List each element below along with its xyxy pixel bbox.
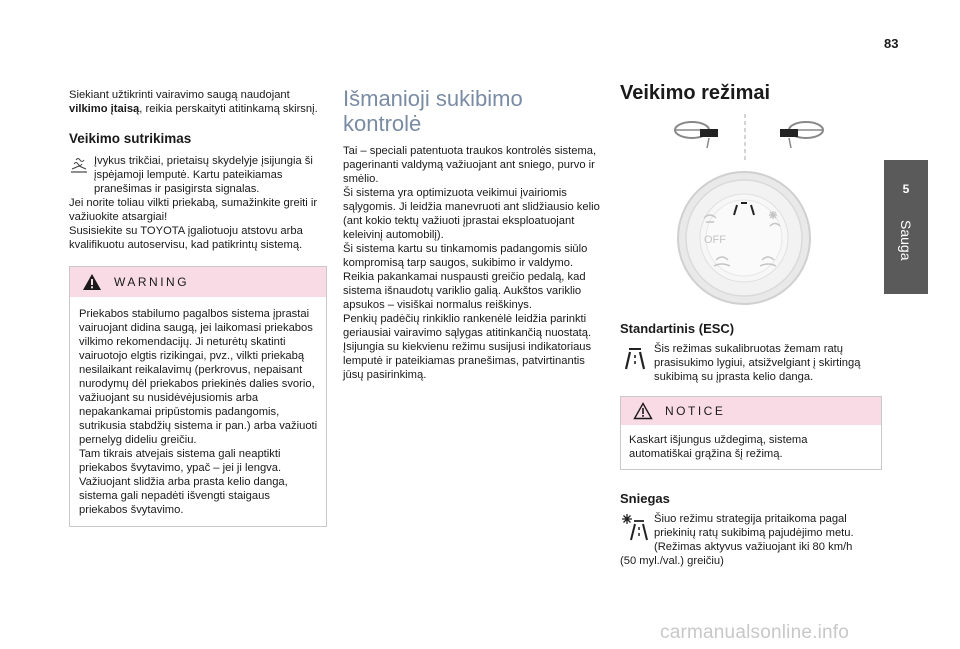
steering-wheel-icon [620,114,882,162]
esc-mode-icon [620,343,650,373]
column-left [69,88,327,527]
mode-selector-figure [620,168,882,308]
warning-paragraph-3: Važiuojant slidžia arba prasta kelio danga, sistema gali nepadėti išvengti staigaus priekabos švytavimo. [79,476,288,516]
standard-mode-paragraph [620,342,882,384]
warning-paragraph-2: Tam tikrais atvejais sistema gali neaptikti priekabos švytavimo, ypač – jei ji lengva. [79,448,282,474]
malfunction-line-1: Jei norite toliau vilkti priekabą, sumažinkite greiti ir važiuokite atsargiai! [69,197,318,223]
intro-text-1: Siekiant užtikrinti vairavimo saugą naudojant [69,89,290,101]
mode-selector-dial-icon[interactable] [620,168,882,308]
snow-mode-heading: Sniegas [620,491,670,506]
warning-box [69,266,327,527]
trailer-warning-icon [69,155,89,175]
notice-box [620,396,882,470]
traction-line-4: Reikia pakankamai nuspausti greičio pedalą, kad sistema išnaudotų variklio galią. Aukštos variklio apsukos – visiškai normalus reiškinys. [343,271,586,311]
notice-header [621,397,881,425]
standard-mode-heading: Standartinis (ESC) [620,321,735,336]
snow-mode-paragraph [620,512,882,540]
warning-title: WARNING [114,275,190,289]
warning-triangle-icon [82,273,102,291]
malfunction-heading: Veikimo sutrikimas [69,131,192,146]
notice-body [621,425,881,469]
chapter-number: 5 [902,182,910,196]
notice-title: NOTICE [665,404,726,418]
chapter-tab[interactable] [884,160,928,294]
chapter-label: Sauga [898,220,914,261]
intro-bold-term: vilkimo įtaisą [69,103,140,115]
warning-body [70,297,326,526]
traction-title: Išmanioji sukibimo kontrolė [343,86,523,136]
column-right [620,82,882,568]
traction-line-5: Penkių padėčių rinkiklio rankenėlė leidžia parinkti geriausiai vairavimo sąlygas atitinkančią nuostatą. [343,313,592,339]
steering-position-figure [620,114,882,162]
traction-line-2: Ši sistema yra optimizuota veikimui įvairiomis sąlygomis. Ji leidžia manevruoti ant slidžiausio kelio (ant kokio tektų važiuoti įprastai eksploatuojant keleivinį automobilį). [343,187,600,241]
standard-mode-text: Šis režimas sukalibruotas žemam ratų prasisukimo lygiui, atsižvelgiant į skirtingą sukibimą su įprasta kelio danga. [654,343,861,383]
column-middle [343,86,605,382]
watermark: carmanualsonline.info [660,622,850,643]
intro-paragraph [69,88,327,116]
modes-title: Veikimo režimai [620,82,771,104]
warning-header [70,267,326,297]
dial-off-label: OFF [704,234,726,246]
intro-text-2: , reikia perskaityti atitinkamą skirsnį. [139,103,318,115]
page-number: 83 [884,36,899,51]
snow-mode-icon [620,513,650,543]
malfunction-paragraph [69,154,327,196]
traction-line-3: Ši sistema kartu su tinkamomis padangomis siūlo kompromisą tarp saugos, sukibimo ir valdymo. [343,243,588,269]
traction-line-6: Įsijungia su kiekvienu režimu susijusi indikatoriaus lemputė ir pateikiamas pranešimas, patvirtinantis jūsų pasirinkimą. [343,341,592,381]
malfunction-line-2: Susisiekite su TOYOTA įgaliotuoju atstovu arba kvalifikuotu autoservisu, kad patikrintų sistemą. [69,225,303,251]
chapter-label-wrap [898,220,918,290]
notice-text: Kaskart išjungus uždegimą, sistema automatiškai grąžina šį režimą. [629,434,808,460]
snow-mode-line-1: Šiuo režimu strategija pritaikoma pagal priekinių ratų sukibimą pajudėjimo metu. [654,513,854,539]
snow-mode-line-2: (Režimas aktyvus važiuojant iki 80 km/h [654,541,853,553]
snow-mode-line-3: (50 myl./val.) greičiu) [620,555,724,567]
warning-paragraph-1: Priekabos stabilumo pagalbos sistema įprastai vairuojant didina saugą, jei laikomasi priekabos vilkimo rekomendacijų. Ji neturėtų skatinti vairuotojo elgtis rizikingai, pvz., vilkti priekabą nesilaikant reikalavimų (perkrovus, nepaisant nurodymų dėl priekabos priekinės dalies svorio, važiuojant su nusidėvėjusiomis arba nepakankamai pripūstomis padangomis, sutrikusia stabdžių sistema ir pan.) arba važiuoti pernelyg dideliu greičiu. [79,308,318,446]
traction-line-1: Tai – speciali patentuota traukos kontrolės sistema, pagerinanti valdymą važiuojant ant sniego, purvo ir smėlio. [343,145,597,185]
malfunction-text: Įvykus trikčiai, prietaisų skydelyje įsijungia ši įspėjamoji lemputė. Kartu pateikiamas pranešimas ir pasigirsta signalas. [94,155,313,195]
notice-triangle-icon [633,402,653,420]
